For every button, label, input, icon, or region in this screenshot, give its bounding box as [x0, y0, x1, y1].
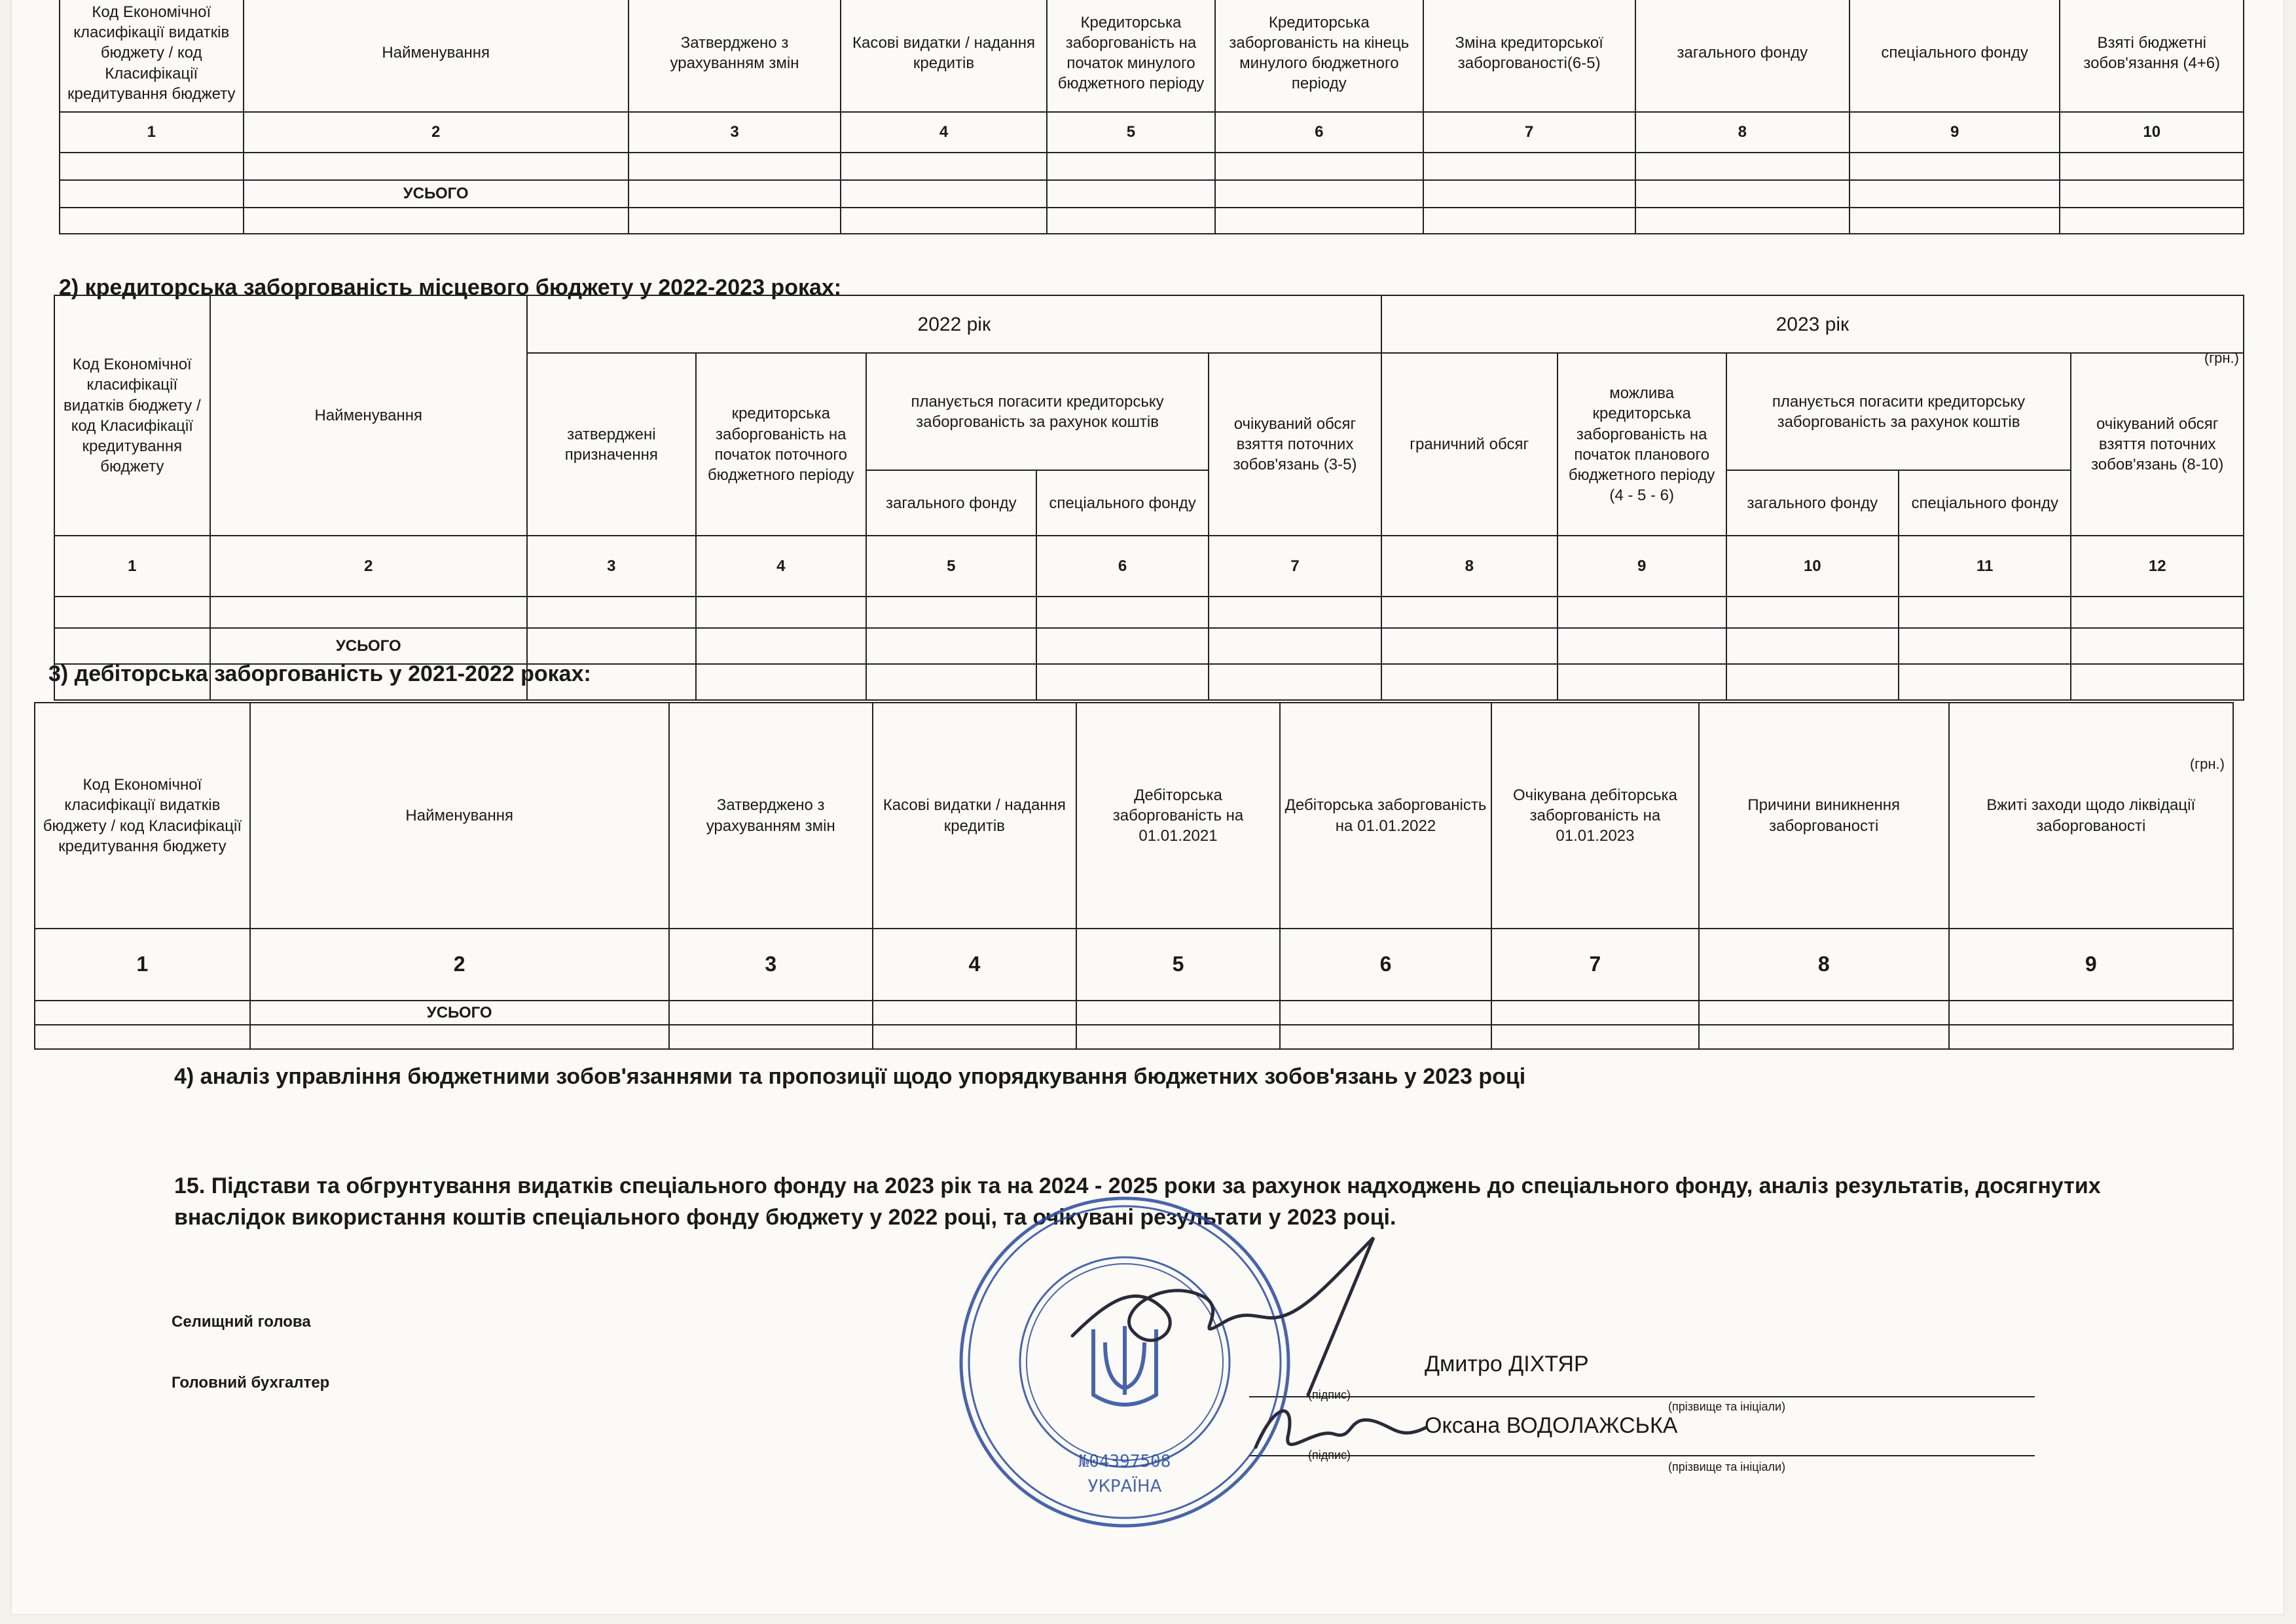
t3-total: УСЬОГО — [250, 1001, 669, 1025]
t3-n7: 7 — [1491, 929, 1699, 1001]
t2-n6: 6 — [1036, 536, 1209, 597]
t3-h-code: Код Економічної класифікації видатків бюджету / код Класифікації кредитування бюджету — [35, 703, 250, 929]
t2-h-name: Найменування — [210, 295, 527, 536]
section-15-line-2: внаслідок використання коштів спеціального фонду бюджету у 2022 році, та очікувані результати у 2023 році. — [174, 1205, 1396, 1230]
head-label: Селищний голова — [172, 1313, 311, 1331]
t3-unit: (грн.) — [2189, 756, 2225, 772]
t2-n11: 11 — [1899, 536, 2071, 597]
t2-h-c1011: планується погасити кредиторську заборгованість за рахунок коштів — [1726, 353, 2071, 470]
head-name: Дмитро ДІХТЯР — [1425, 1352, 1589, 1376]
t3-n1: 1 — [35, 929, 250, 1001]
t2-h-c7: очікуваний обсяг взяття поточних зобов'язань (3-5) — [1209, 353, 1381, 536]
t3-h-c6: Дебіторська заборгованість на 01.01.2022 — [1280, 703, 1491, 929]
t1-h-c8: загального фонду — [1635, 0, 1850, 112]
t3-n2: 2 — [250, 929, 669, 1001]
t1-n3: 3 — [629, 112, 841, 153]
t2-n4: 4 — [696, 536, 866, 597]
signature-head — [1033, 1218, 1491, 1401]
t2-n8: 8 — [1381, 536, 1558, 597]
t1-h-c4: Касові видатки / надання кредитів — [841, 0, 1047, 112]
t2-n2: 2 — [210, 536, 527, 597]
t1-n10: 10 — [2060, 112, 2244, 153]
t1-h-c5: Кредиторська заборгованість на початок минулого бюджетного періоду — [1047, 0, 1215, 112]
t1-n6: 6 — [1215, 112, 1423, 153]
t2-h-c56: планується погасити кредиторську заборгованість за рахунок коштів — [866, 353, 1209, 470]
t3-n6: 6 — [1280, 929, 1491, 1001]
section-4-title: 4) аналіз управління бюджетними зобов'язаннями та пропозиції щодо упорядкування бюджетних зобов'язань у 2023 році — [174, 1064, 1526, 1089]
t2-h-c12: очікуваний обсяг взяття поточних зобов'язань (8-10) — [2071, 353, 2244, 536]
t2-n1: 1 — [54, 536, 210, 597]
t1-h-code: Код Економічної класифікації видатків бюджету / код Класифікації кредитування бюджету — [60, 0, 244, 112]
t2-n10: 10 — [1726, 536, 1899, 597]
t2-h-c6: спеціального фонду — [1036, 470, 1209, 536]
section-2-title: 2) кредиторська заборгованість місцевого бюджету у 2022-2023 роках: — [59, 275, 842, 300]
t1-n5: 5 — [1047, 112, 1215, 153]
t2-h-c5: загального фонду — [866, 470, 1036, 536]
t3-h-c3: Затверджено з урахуванням змін — [669, 703, 873, 929]
t1-n2: 2 — [244, 112, 629, 153]
table-1 — [59, 0, 2244, 233]
t3-h-c7: Очікувана дебіторська заборгованість на 01.01.2023 — [1491, 703, 1699, 929]
t2-h-c11: спеціального фонду — [1899, 470, 2071, 536]
t2-h-c9: можлива кредиторська заборгованість на початок планового бюджетного періоду (4 - 5 - 6) — [1558, 353, 1726, 536]
t3-n9: 9 — [1949, 929, 2233, 1001]
t1-h-name: Найменування — [244, 0, 629, 112]
t1-n9: 9 — [1850, 112, 2060, 153]
t3-h-name: Найменування — [250, 703, 669, 929]
t3-h-c4: Касові видатки / надання кредитів — [873, 703, 1076, 929]
t1-n1: 1 — [60, 112, 244, 153]
head-sign-caption: (підпис) — [1308, 1388, 1351, 1401]
t1-n4: 4 — [841, 112, 1047, 153]
t3-n3: 3 — [669, 929, 873, 1001]
accountant-label: Головний бухгалтер — [172, 1374, 330, 1392]
t1-n8: 8 — [1635, 112, 1850, 153]
t2-n9: 9 — [1558, 536, 1726, 597]
t2-h-c8: граничний обсяг — [1381, 353, 1558, 536]
table-2 — [54, 295, 2244, 701]
t3-n5: 5 — [1076, 929, 1280, 1001]
section-15-line-1: 15. Підстави та обгрунтування видатків спеціального фонду на 2023 рік та на 2024 - 2025 роки за рахунок надходжень до спеціального фонду, аналіз результатів, досягнутих — [174, 1173, 2101, 1198]
t2-h-code: Код Економічної класифікації видатків бюджету / код Класифікації кредитування бюджету — [54, 295, 210, 536]
t1-h-c3: Затверджено з урахуванням змін — [629, 0, 841, 112]
t2-h-2023: 2023 рік — [1381, 295, 2244, 353]
accountant-sign-caption: (підпис) — [1308, 1449, 1351, 1462]
t2-h-c4: кредиторська заборгованість на початок поточного бюджетного періоду — [696, 353, 866, 536]
signature-accountant — [1243, 1388, 1439, 1480]
accountant-initials-caption: (прізвище та ініціали) — [1668, 1460, 1786, 1473]
t2-n5: 5 — [866, 536, 1036, 597]
t2-h-c3: затверджені призначення — [527, 353, 696, 536]
t2-n3: 3 — [527, 536, 696, 597]
table-3 — [34, 702, 2234, 1043]
accountant-name: Оксана ВОДОЛАЖСЬКА — [1425, 1413, 1678, 1438]
t2-n12: 12 — [2071, 536, 2244, 597]
stamp-code: №04397508 — [1078, 1452, 1171, 1471]
t3-n4: 4 — [873, 929, 1076, 1001]
t3-n8: 8 — [1699, 929, 1949, 1001]
t3-h-c8: Причини виникнення заборгованості — [1699, 703, 1949, 929]
t2-total: УСЬОГО — [210, 628, 527, 664]
t1-n7: 7 — [1423, 112, 1635, 153]
section-3-title: 3) дебіторська заборгованість у 2021-2022 роках: — [48, 661, 591, 686]
t1-h-c6: Кредиторська заборгованість на кінець минулого бюджетного періоду — [1215, 0, 1423, 112]
document-page — [12, 0, 2284, 1614]
t1-total: УСЬОГО — [244, 180, 629, 208]
stamp-country: УКРАЇНА — [1087, 1477, 1162, 1496]
t3-h-c5: Дебіторська заборгованість на 01.01.2021 — [1076, 703, 1280, 929]
t1-h-c9: спеціального фонду — [1850, 0, 2060, 112]
t1-h-c7: Зміна кредиторської заборгованості(6-5) — [1423, 0, 1635, 112]
t2-h-2022: 2022 рік — [527, 295, 1381, 353]
t1-h-c10: Взяті бюджетні зобов'язання (4+6) — [2060, 0, 2244, 112]
t2-unit: (грн.) — [2204, 350, 2239, 366]
t2-n7: 7 — [1209, 536, 1381, 597]
head-initials-caption: (прізвище та ініціали) — [1668, 1400, 1786, 1413]
t3-h-c9: Вжиті заходи щодо ліквідації заборгованості — [1949, 703, 2233, 929]
t2-h-c10: загального фонду — [1726, 470, 1899, 536]
